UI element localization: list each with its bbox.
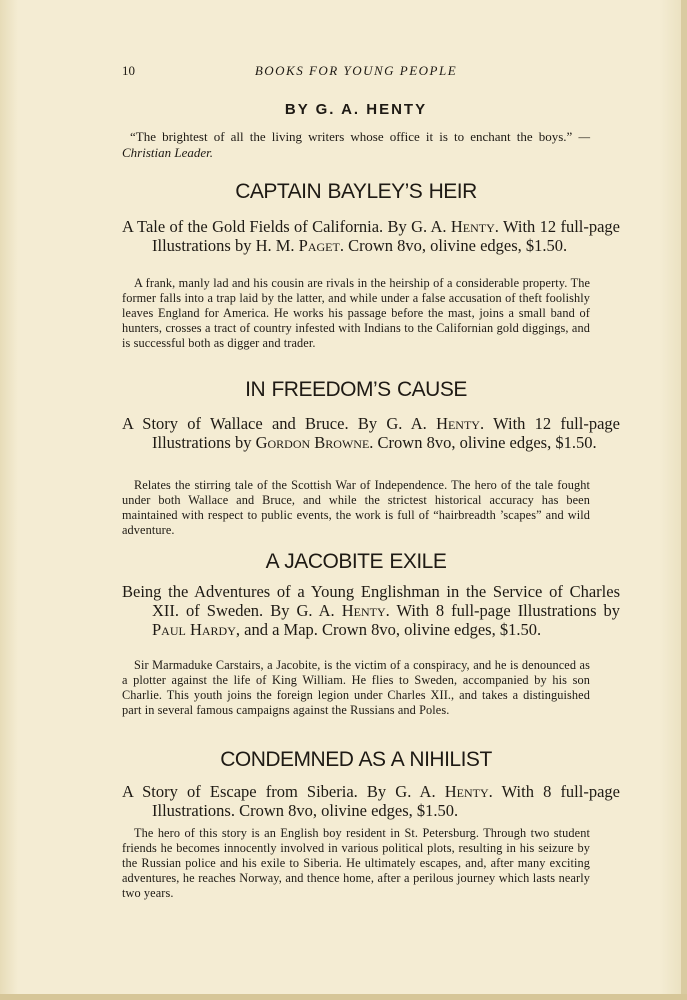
desc-illustrator: Gordon Browne. bbox=[255, 433, 374, 452]
book-blurb: A frank, manly lad and his cousin are rivals in the heirship of a considerable property. The former falls into a trap laid by the latter, and while under a false accusation of theft foolishly leaves England for America. He works his passage before the mast, joins a small band of hunters, crosses a tract of country infested with Indians to the Californian gold diggings, and is successful both as digger and trader. bbox=[122, 276, 590, 350]
desc-author: Henty. bbox=[444, 782, 493, 801]
desc-lead: A Story of Wallace and Bruce. bbox=[122, 414, 349, 433]
book-title-condemned-as-a-nihilist: CONDEMNED AS A NIHILIST bbox=[220, 748, 492, 771]
desc-author: Henty. bbox=[436, 414, 485, 433]
book-blurb: The hero of this story is an English boy resident in St. Petersburg. Through two student friends he becomes innocently involved in various political plots, resulting in his seizure by the Russian police and his exile to Siberia. He ultimately escapes, and, after many exciting adventures, he reaches Norway, and thence home, after a perilous journey which lasts nearly two years. bbox=[122, 826, 590, 900]
desc-by: By G. A. bbox=[387, 217, 447, 236]
desc-mid: With 12 full-page Illustrations by H. M. bbox=[152, 217, 621, 255]
desc-tail: Crown 8vo, olivine edges, $1.50. bbox=[348, 236, 568, 255]
desc-author: Henty. bbox=[450, 217, 499, 236]
epigraph-source: —Christian Leader. bbox=[122, 129, 590, 160]
desc-by: By G. A. bbox=[366, 782, 436, 801]
desc-tail: With 8 full-page Illustrations. Crown 8vo, olivine edges, $1.50. bbox=[152, 782, 620, 820]
desc-by: By G. A. bbox=[270, 601, 335, 620]
desc-tail: and a Map. Crown 8vo, olivine edges, $1.50. bbox=[244, 620, 542, 639]
desc-mid: With 12 full-page Illustrations by bbox=[152, 414, 620, 452]
running-title: BOOKS FOR YOUNG PEOPLE bbox=[254, 63, 458, 78]
desc-illustrator: Paget. bbox=[298, 236, 344, 255]
desc-lead: Being the Adventures of a Young Englishman in the Service of Charles XII. of Sweden. bbox=[122, 582, 620, 620]
book-blurb: Sir Marmaduke Carstairs, a Jacobite, is the victim of a conspiracy, and he is denounced as a plotter against the life of King William. He flies to Sweden, accompanied by his son Charlie. This youth joins the foreign legion under Charles XII., and takes a distinguished part in several famous campaigns against the Russians and Poles. bbox=[122, 658, 590, 717]
book-description bbox=[122, 414, 620, 452]
book-description bbox=[122, 582, 620, 639]
book-title-captain-bayleys-heir: CAPTAIN BAYLEY’S HEIR bbox=[235, 180, 477, 203]
desc-lead: A Tale of the Gold Fields of California. bbox=[122, 217, 384, 236]
desc-illustrator: Paul Hardy, bbox=[152, 620, 241, 639]
author-heading: BY G. A. HENTY bbox=[284, 101, 428, 118]
book-description bbox=[122, 782, 620, 820]
book-description bbox=[122, 217, 620, 255]
book-title-in-freedoms-cause: IN FREEDOM’S CAUSE bbox=[245, 378, 467, 401]
book-blurb: Relates the stirring tale of the Scottish War of Independence. The hero of the tale fought under both Wallace and Bruce, and while the strictest historical accuracy has been maintained with respect to public events, the work is full of “hairbreadth ’scapes” and wild adventure. bbox=[122, 478, 590, 537]
desc-lead: A Story of Escape from Siberia. bbox=[122, 782, 358, 801]
running-head bbox=[122, 63, 590, 79]
page-edge-shadow bbox=[681, 0, 687, 1000]
book-title-a-jacobite-exile: A JACOBITE EXILE bbox=[265, 550, 447, 573]
epigraph-quote: “The brightest of all the living writers whose office it is to enchant the boys.” bbox=[130, 129, 573, 144]
desc-mid: With 8 full-page Illustrations by bbox=[396, 601, 621, 620]
desc-by: By G. A. bbox=[357, 414, 427, 433]
desc-tail: Crown 8vo, olivine edges, $1.50. bbox=[377, 433, 597, 452]
page-number: 10 bbox=[122, 63, 135, 78]
epigraph bbox=[122, 129, 590, 161]
page-bottom-edge bbox=[0, 994, 687, 1000]
desc-author: Henty. bbox=[341, 601, 390, 620]
